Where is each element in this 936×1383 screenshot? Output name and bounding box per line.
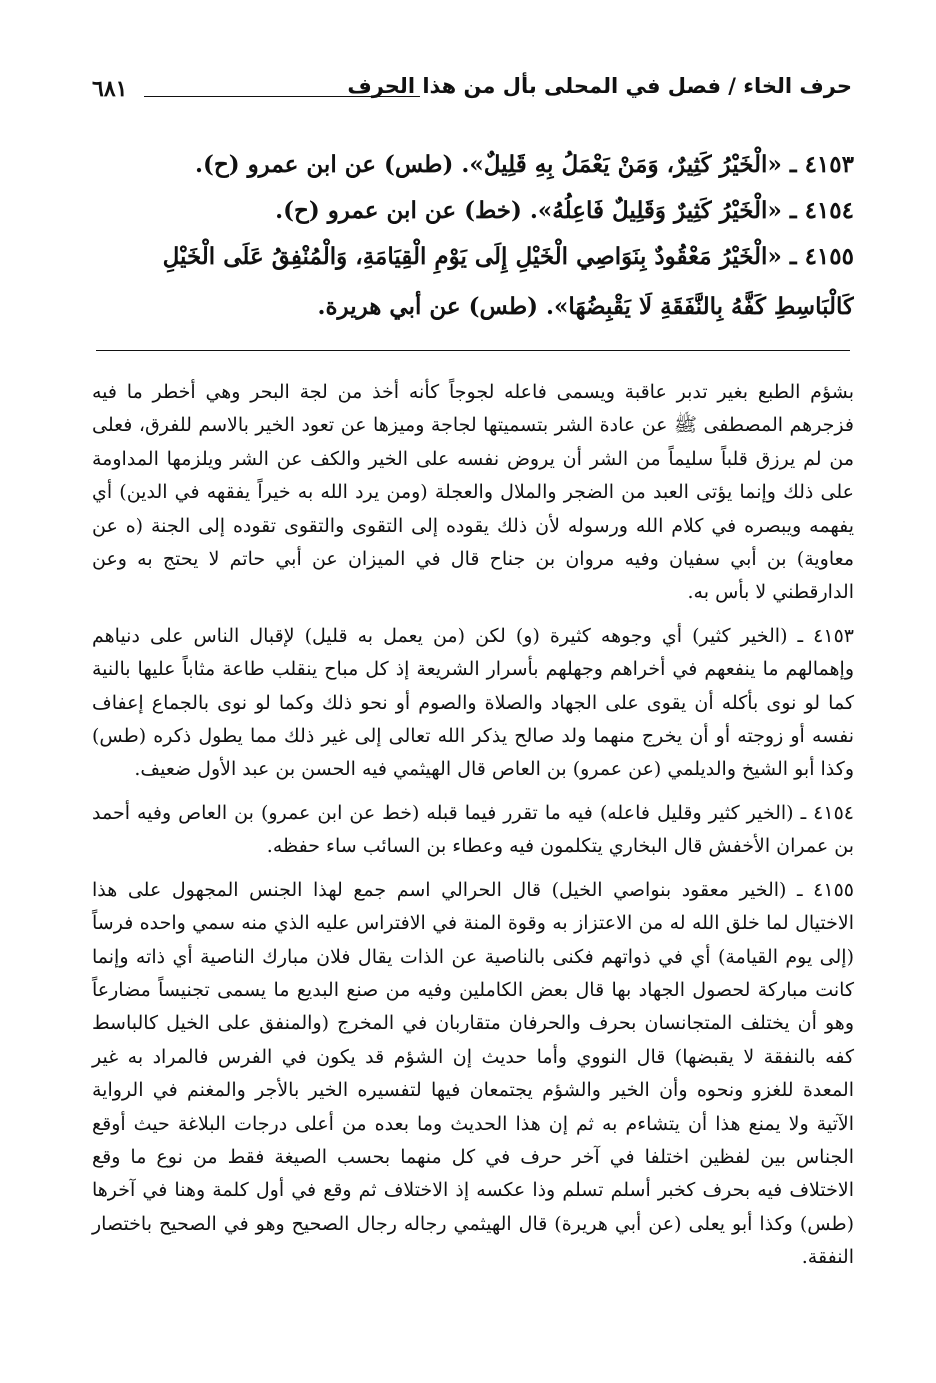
hadith-line: ٤١٥٥ ـ «الْخَيْرُ مَعْقُودٌ بِنَوَاصِي الْخَيْلِ إِلَى يَوْمِ الْقِيَامَةِ، وَالْمُنْفِقُ عَلَى الْخَيْلِ — [162, 243, 854, 270]
hadith-4155 — [92, 232, 854, 332]
commentary-paragraph-4154: ٤١٥٤ ـ (الخير كثير وقليل فاعله) فيه ما تقرر فيما قبله (خط عن ابن عمرو) بن العاص وفيه أحمد بن عمران الأخفش قال البخاري يتكلمون فيه وعطاء بن السائب ساء حفظه. — [92, 801, 854, 858]
header-title: حرف الخاء / فصل في المحلى بأل من هذا الحرف — [347, 74, 852, 98]
hadith-4154 — [92, 186, 854, 236]
commentary-paragraph-4155: ٤١٥٥ ـ (الخير معقود بنواصي الخيل) قال الحرالي اسم جمع لهذا الجنس المجهول على هذا الاختيال لما خلق الله له من الاعتزاز به وقوة المنة في الافتراس عليه الذي منه سمي واحده فرساً (إلى يوم القيامة) أي في ذواتهم فكنى بالناصية عن الذات يقال فلان مبارك الناصية أي ذاته وإنما كانت مباركة لحصول الجهاد بها قال بعض الكاملين وفيه من صنع البديع ما يسمى تجنيساً مضارعاً وهو أن يختلف المتجانسان بحرف والحرفان متقاربان في المخرج (والمنفق على الخيل كالباسط كفه بالنفقة لا يقبضها) قال النووي وأما حديث إن الشؤم قد يكون في الفرس فالمراد به غير المعدة للغزو ونحوه وأن الخير والشؤم يجتمعان فيها لتفسيره الخير بالأجر والمغنم في الرواية الآتية ولا يمنع هذا أن يتشاءم به ثم إن هذا الحديث وما بعده من أعلى درجات البلاغة حيث أوقع الجناس بين لفظين اختلفا في آخر حرف في كل منهما بحسب الصيغة فقط من نوع ما وقع الاختلاف فيه بحرف كخبر أسلم تسلم وذا عكسه إذ الاختلاف ثم وقع في أول كلمة وهنا في آخرها (طس) وكذا أبو يعلى (عن أبي هريرة) قال الهيثمي رجاله رجال الصحيح وهو في الصحيح باختصار النفقة. — [92, 878, 854, 1269]
page-header — [92, 74, 852, 114]
hadith-line: ٤١٥٣ ـ «الْخَيْرُ كَثِيرٌ، وَمَنْ يَعْمَلُ بِهِ قَلِيلٌ». (طس) عن ابن عمرو (ح). — [194, 151, 854, 178]
hadith-4153 — [92, 140, 854, 190]
commentary-section — [92, 376, 854, 1285]
commentary-paragraph-4153: ٤١٥٣ ـ (الخير كثير) أي وجوهه كثيرة (و) لكن (من يعمل به قليل) لإقبال الناس على دنياهم وإهمالهم ما ينفعهم في أخراهم وجهلهم بأسرار الشريعة إذ كل مباح ينقلب طاعة مثاباً عليها بالنية كما لو نوى بأكله أن يقوى على الجهاد والصلاة والصوم أو نحو ذلك وكما لو نوى بالجماع إعفاف نفسه أو زوجته أو أن يخرج منهما ولد صالح يذكر الله تعالى إلى غير ذلك مما يطول ذكره (طس) وكذا أبو الشيخ والديلمي (عن عمرو) بن العاص قال الهيثمي فيه الحسن بن عبد الأول ضعيف. — [92, 624, 854, 781]
hadith-line: كَالْبَاسِطِ كَفَّهُ بِالنَّفَقَةِ لَا يَقْبِضُهَا». (طس) عن أبي هريرة. — [317, 293, 854, 320]
hadith-line: ٤١٥٤ ـ «الْخَيْرُ كَثِيرٌ وَقَلِيلٌ فَاعِلُهُ». (خط) عن ابن عمرو (ح). — [275, 197, 854, 224]
header-rule — [144, 96, 420, 97]
footnote-separator — [96, 350, 850, 351]
page-number: ٦٨١ — [92, 76, 128, 102]
commentary-paragraph: بشؤم الطبع بغير تدبر عاقبة ويسمى فاعله لجوجاً كأنه أخذ من لجة البحر وهي أخطر ما فيه فزجرهم المصطفى ﷺ عن عادة الشر بتسميتها لجاجة وميزها عن تعود الخير بالاسم للفرق، فعلى من لم يرزق قلباً سليماً من الشر أن يروض نفسه على الخير والكف عن الشر ويلزمها المداومة على ذلك وإنما يؤتى العبد من الضجر والملال والعجلة (ومن يرد الله به خيراً يفقهه في الدين) أي يفهمه ويبصره في كلام الله ورسوله لأن ذلك يقوده إلى التقوى والتقوى تقوده إلى الجنة (ه عن معاوية) بن أبي سفيان وفيه مروان بن جناح قال في الميزان عن أبي حاتم لا يحتج به وعن الدارقطني لا بأس به. — [92, 381, 854, 604]
